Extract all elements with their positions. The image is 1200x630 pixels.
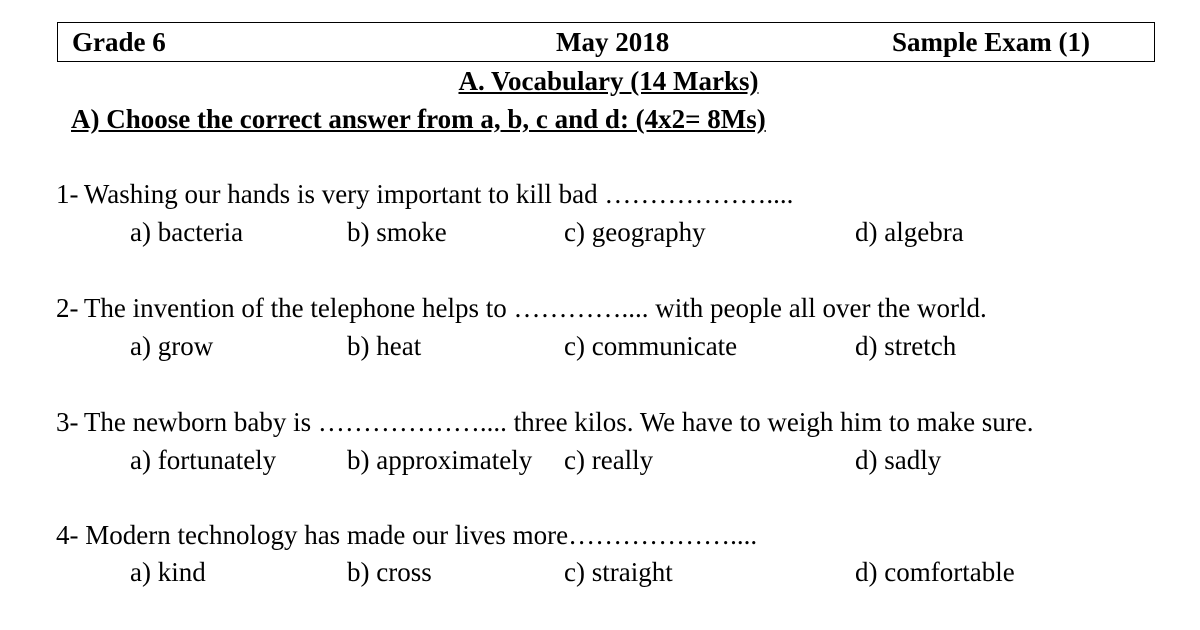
- option-a: a) bacteria: [130, 217, 244, 247]
- option-c: c) communicate: [564, 331, 738, 361]
- option-a: a) kind: [130, 557, 206, 587]
- grade-label: Grade 6: [72, 27, 166, 57]
- question-stem: 3- The newborn baby is ……………….... three kilos. We have to weigh him to make sure.: [56, 407, 1034, 437]
- option-a: a) grow: [130, 331, 214, 361]
- question-stem: 2- The invention of the telephone helps to ………….... with people all over the world.: [56, 293, 987, 323]
- option-b: b) approximately: [347, 445, 533, 475]
- option-b: b) heat: [347, 331, 422, 361]
- exam-date: May 2018: [556, 27, 670, 57]
- option-d: d) stretch: [855, 331, 957, 361]
- exam-title: Sample Exam (1): [892, 27, 1090, 57]
- exam-header: [57, 22, 1155, 62]
- option-c: c) really: [564, 445, 654, 475]
- option-a: a) fortunately: [130, 445, 277, 475]
- question-stem: 1- Washing our hands is very important to kill bad ………………....: [56, 179, 794, 209]
- option-b: b) smoke: [347, 217, 447, 247]
- option-c: c) geography: [564, 217, 706, 247]
- option-d: d) sadly: [855, 445, 942, 475]
- section-title: A. Vocabulary (14 Marks): [458, 66, 759, 96]
- option-d: d) comfortable: [855, 557, 1015, 587]
- option-b: b) cross: [347, 557, 432, 587]
- question-stem: 4- Modern technology has made our lives more………………....: [56, 520, 758, 550]
- option-c: c) straight: [564, 557, 673, 587]
- instruction-heading: A) Choose the correct answer from a, b, c and d: (4x2= 8Ms): [71, 104, 766, 134]
- option-d: d) algebra: [855, 217, 964, 247]
